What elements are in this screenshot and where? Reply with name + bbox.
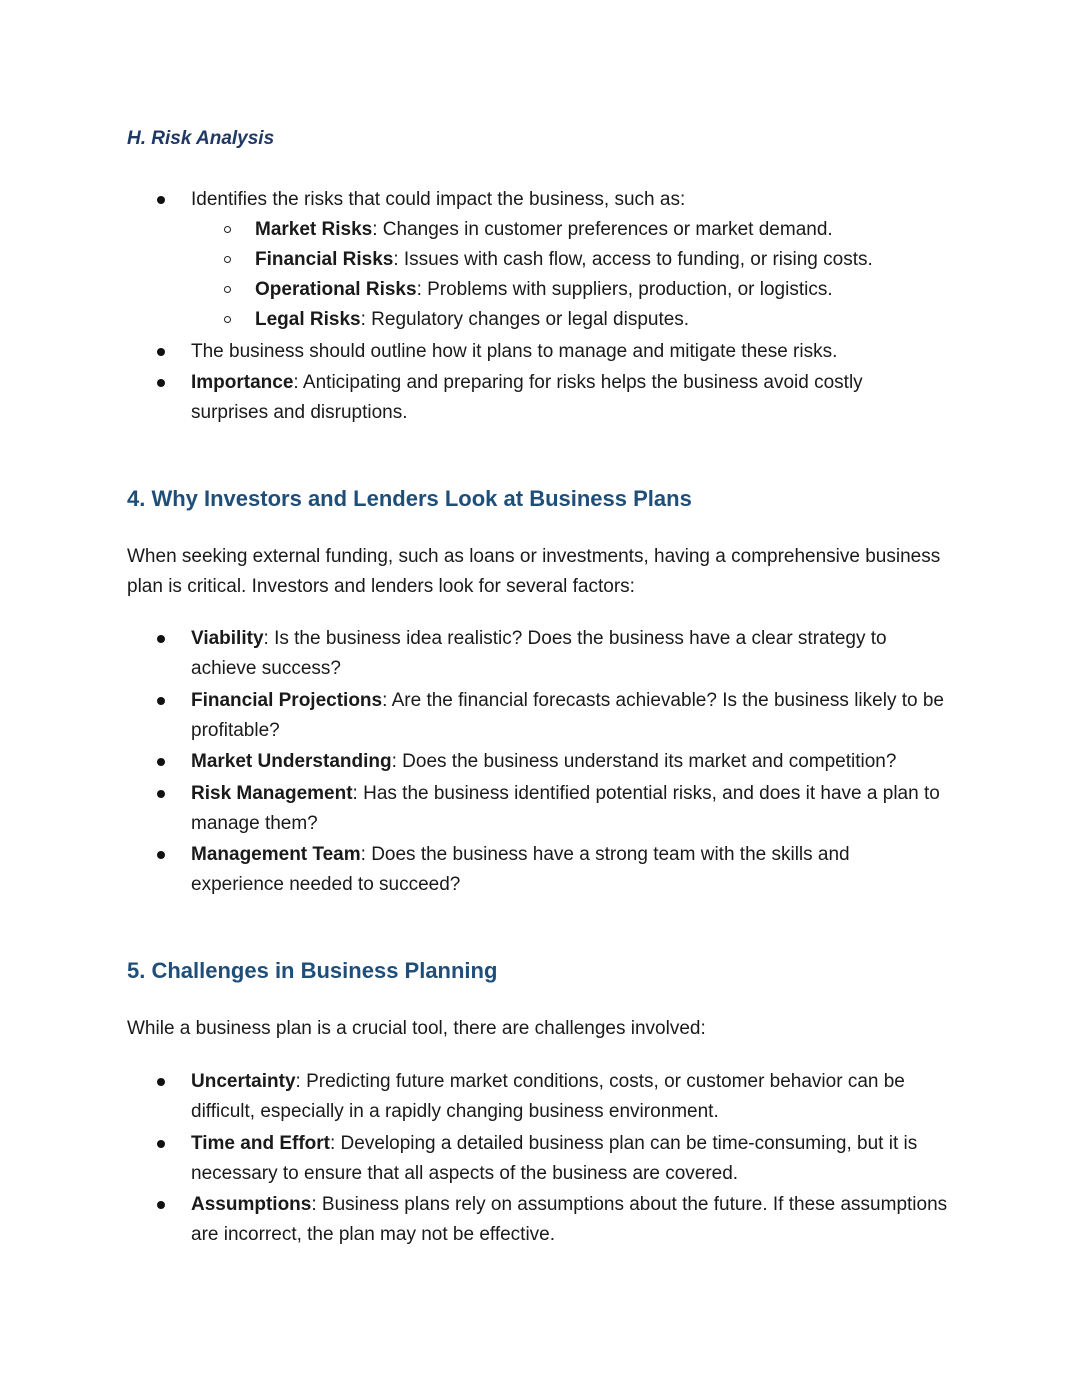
hollow-bullet-icon [224,316,231,323]
bullet-icon [157,1078,165,1086]
list-item-text: The business should outline how it plans to manage and mitigate these risks. [191,340,838,362]
risk-sub-list [191,215,957,335]
list-item [127,1129,957,1189]
bullet-icon [157,1140,165,1148]
risk-analysis-heading: H. Risk Analysis [127,128,275,149]
list-item-term: Market Understanding [191,751,392,772]
bullet-icon [157,1201,165,1209]
list-item-text: : Are the financial forecasts achievable? Is the business likely to be profitable? [191,689,944,741]
list-item-term: Viability [191,628,264,649]
list-item [127,1190,957,1250]
list-item-text: : Changes in customer preferences or market demand. [372,219,833,240]
bullet-icon [157,348,165,356]
bullet-icon [157,851,165,859]
list-item [127,1067,957,1127]
bullet-icon [157,758,165,766]
hollow-bullet-icon [224,256,231,263]
list-item [127,686,957,746]
list-item-term: Time and Effort [191,1132,330,1154]
list-item [127,185,957,335]
list-item [127,337,957,367]
list-item-term: Financial Risks [255,249,394,270]
section-4-intro: When seeking external funding, such as loans or investments, having a comprehensive business plan is critical. Investors and lenders look for several factors: [127,546,941,597]
bullet-icon [157,635,165,643]
sub-list-item [191,245,957,275]
bullet-icon [157,196,165,204]
list-item-term: Uncertainty [191,1071,296,1092]
list-item-term: Risk Management [191,782,353,804]
list-item-text: : Has the business identified potential risks, and does it have a plan to manage them? [191,782,940,834]
risk-bullet-list [127,185,957,430]
list-item-text: : Anticipating and preparing for risks helps the business avoid costly surprises and disruptions. [191,372,863,423]
list-item-term: Management Team [191,844,361,865]
investor-factors-list [127,624,957,902]
list-item-text: : Does the business understand its market and competition? [391,751,897,772]
list-item [127,840,957,900]
list-item [127,368,957,428]
challenges-list [127,1067,957,1252]
section-5-heading: 5. Challenges in Business Planning [127,958,498,983]
list-item-text: : Is the business idea realistic? Does the business have a clear strategy to achieve success? [191,628,887,679]
list-item-term: Assumptions [191,1194,312,1215]
list-item-text: : Predicting future market conditions, costs, or customer behavior can be difficult, especially in a rapidly changing business environment. [191,1071,905,1122]
list-item-text: : Business plans rely on assumptions about the future. If these assumptions are incorrect, the plan may not be effective. [191,1194,948,1245]
list-item-text: Identifies the risks that could impact the business, such as: [191,189,686,210]
bullet-icon [157,697,165,705]
section-4-heading: 4. Why Investors and Lenders Look at Business Plans [127,486,692,511]
list-item-text: : Problems with suppliers, production, or logistics. [416,279,833,300]
sub-list-item [191,305,957,335]
section-5-intro: While a business plan is a crucial tool, there are challenges involved: [127,1018,706,1039]
list-item-text: : Issues with cash flow, access to funding, or rising costs. [393,249,873,270]
list-item-term: Operational Risks [255,279,417,300]
sub-list-item [191,275,957,305]
list-item-term: Legal Risks [255,309,361,330]
hollow-bullet-icon [224,226,231,233]
list-item-term: Importance [191,372,294,393]
list-item-term: Market Risks [255,219,373,240]
bullet-icon [157,790,165,798]
hollow-bullet-icon [224,286,231,293]
bullet-icon [157,379,165,387]
list-item-text: : Regulatory changes or legal disputes. [360,309,690,330]
list-item-text: : Developing a detailed business plan can be time-consuming, but it is necessary to ensure that all aspects of the business are covered. [191,1132,918,1184]
list-item-text: : Does the business have a strong team with the skills and experience needed to succeed? [191,844,850,895]
list-item [127,747,957,777]
list-item [127,624,957,684]
list-item-term: Financial Projections [191,689,383,711]
sub-list-item [191,215,957,245]
list-item [127,779,957,839]
